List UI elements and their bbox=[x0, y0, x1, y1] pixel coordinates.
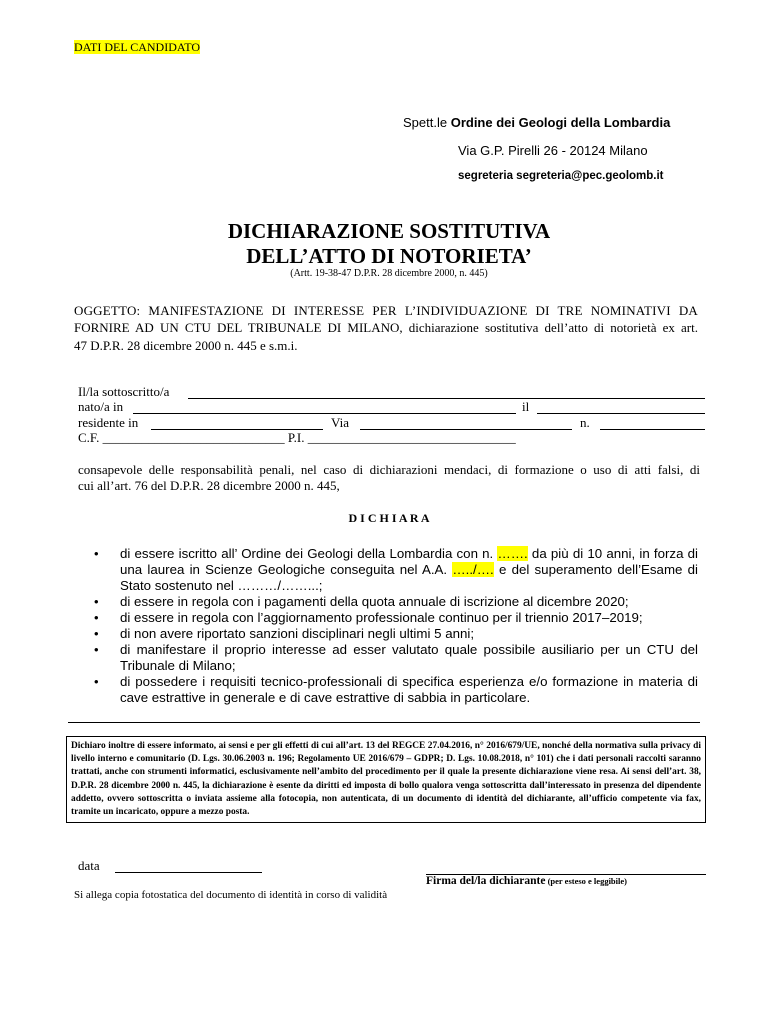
firma-label-row bbox=[426, 875, 627, 887]
anno-accademico-placeholder[interactable]: …../…. bbox=[452, 562, 494, 577]
declaration-item: • di essere in regola con i pagamenti della quota annuale di iscrizione al dicembre 2020; bbox=[94, 594, 698, 610]
residente-field[interactable] bbox=[151, 415, 323, 430]
title-line1: DICHIARAZIONE SOSTITUTIVA bbox=[227, 219, 551, 243]
separator-line bbox=[68, 722, 700, 723]
il-label: il bbox=[522, 399, 530, 414]
candidate-label bbox=[74, 40, 200, 55]
firma-field[interactable] bbox=[426, 860, 706, 875]
allega-note: Si allega copia fotostatica del documento di identità in corso di validità bbox=[74, 889, 388, 901]
oggetto-line1: OGGETTO: MANIFESTAZIONE DI INTERESSE PER L’INDIVIDUAZIONE DI TRE NOMINATIVI DA bbox=[74, 303, 698, 318]
consapevole-line1: consapevole delle responsabilità penali, nel caso di dichiarazioni mendaci, di formazione o uso di atti falsi, di bbox=[78, 462, 700, 477]
cf-field[interactable]: ____________________________ bbox=[102, 430, 285, 445]
sottoscritto-field[interactable] bbox=[188, 384, 705, 399]
residente-label: residente in bbox=[78, 415, 139, 430]
nato-label: nato/a in bbox=[78, 399, 124, 414]
declaration-item: • di manifestare il proprio interesse ad esser valutato quale possibile ausiliario per un CTU del Tribunale di Milano; bbox=[94, 642, 698, 674]
firma-label: Firma del/la dichiarante bbox=[426, 875, 546, 887]
pi-field[interactable]: ________________________________ bbox=[307, 430, 516, 445]
declaration-list bbox=[94, 546, 698, 706]
firma-note: (per esteso e leggibile) bbox=[545, 876, 627, 886]
cf-row bbox=[78, 430, 516, 446]
data-field[interactable] bbox=[115, 858, 262, 873]
pi-label: P.I. bbox=[287, 430, 305, 445]
iscrizione-number-placeholder[interactable]: ……. bbox=[497, 546, 528, 561]
consapevole-line2: cui all’art. 76 del D.P.R. 28 dicembre 2000 n. 445, bbox=[78, 478, 340, 493]
recipient-prefix: Spett.le bbox=[403, 115, 451, 130]
recipient-name: Ordine dei Geologi della Lombardia bbox=[450, 115, 671, 130]
data-label: data bbox=[78, 858, 100, 873]
recipient-address: Via G.P. Pirelli 26 - 20124 Milano bbox=[458, 143, 648, 158]
via-field[interactable] bbox=[360, 415, 572, 430]
title-subtitle: (Artt. 19-38-47 D.P.R. 28 dicembre 2000, n. 445) bbox=[290, 268, 488, 279]
declaration-item: • di possedere i requisiti tecnico-professionali di specifica esperienza e/o formazione in materia di cave estrattive in generale e di cave estrattive di sabbia in particolare. bbox=[94, 674, 698, 706]
title-line2: DELL’ATTO DI NOTORIETA’ bbox=[246, 244, 532, 268]
via-label: Via bbox=[331, 415, 349, 430]
dichiara-heading: D I C H I A R A bbox=[348, 511, 430, 525]
recipient-email: segreteria segreteria@pec.geolomb.it bbox=[458, 170, 664, 182]
declaration-item bbox=[94, 546, 698, 594]
declaration-text: e del superamento dell’Esame di Stato sostenuto nel ………/……...; bbox=[120, 562, 698, 593]
declaration-text: da più di 10 anni, in forza di una laurea in Scienze Geologiche conseguita nel A.A. bbox=[120, 546, 698, 577]
recipient-line bbox=[403, 115, 670, 130]
nato-field[interactable] bbox=[133, 399, 516, 414]
declaration-item: • di essere in regola con l’aggiornamento professionale continuo per il triennio 2017–2019; bbox=[94, 610, 698, 626]
candidate-label-text: DATI DEL CANDIDATO bbox=[74, 40, 200, 54]
oggetto-line3: 47 D.P.R. 28 dicembre 2000 n. 445 e s.m.i. bbox=[74, 338, 298, 353]
numero-field[interactable] bbox=[600, 415, 705, 430]
declaration-text: di essere iscritto all’ Ordine dei Geologi della Lombardia con n. bbox=[120, 546, 498, 561]
numero-label: n. bbox=[580, 415, 590, 430]
oggetto-line2: FORNIRE AD UN CTU DEL TRIBUNALE DI MILANO, dichiarazione sostitutiva dell’atto di notorietà ex art. bbox=[74, 320, 698, 335]
privacy-notice: Dichiaro inoltre di essere informato, ai sensi e per gli effetti di cui all’art. 13 del REGCE 27.04.2016, n° 2016/679/UE, nonché della normativa sulla privacy di livello interno e comunitario (D. Lgs. 30.06.2003 n. 196; Regolamento UE 2016/679 – GDPR; D. Lgs. 10.08.2018, n° 101) che i dati personali raccolti saranno trattati, anche con strumenti informatici, esclusivamente nell’ambito del procedimento per il quale la presente dichiarazione viene resa. Ai sensi dell’art. 38, D.P.R. 28 dicembre 2000 n. 445, la dichiarazione è esente da diritti ed imposta di bollo qualora venga sottoscritta dall’interessato in presenza del dipendente addetto, ovvero sottoscritta o inviata assieme alla fotocopia, non autenticata, di un documento di identità del dichiarante, all’ufficio competente via fax, tramite un incaricato, oppure a mezzo posta. bbox=[66, 736, 706, 823]
cf-label: C.F. bbox=[78, 430, 100, 445]
il-field[interactable] bbox=[537, 399, 705, 414]
sottoscritto-label: Il/la sottoscritto/a bbox=[78, 384, 170, 399]
declaration-item: • di non avere riportato sanzioni disciplinari negli ultimi 5 anni; bbox=[94, 626, 698, 642]
